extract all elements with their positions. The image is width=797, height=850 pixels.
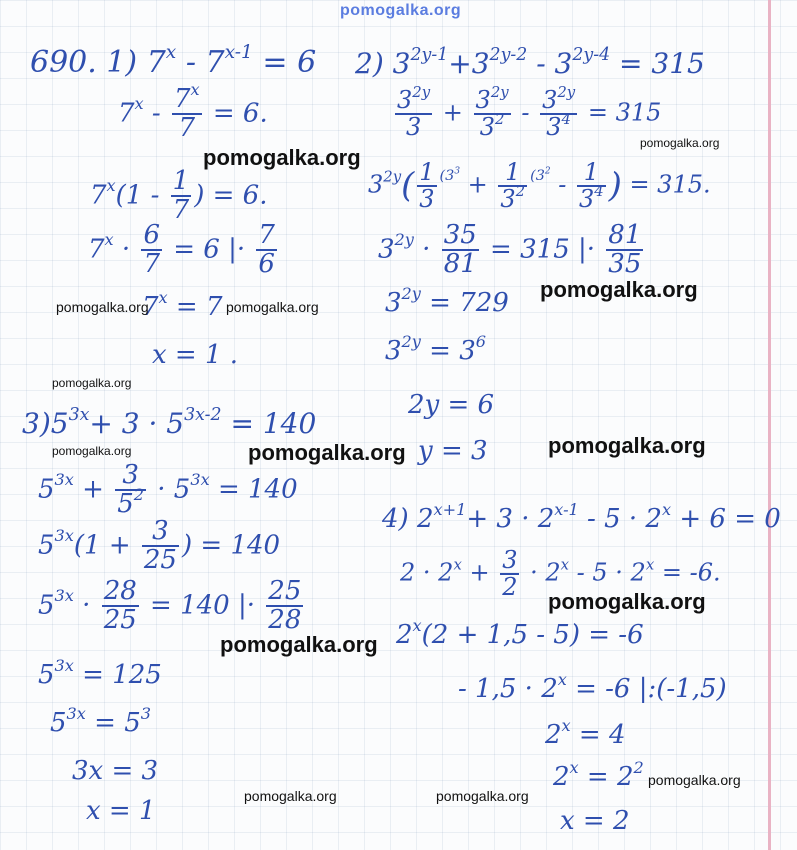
term: 3 xyxy=(385,336,402,366)
exponent: x xyxy=(104,230,114,250)
exponent: x xyxy=(453,555,462,574)
exponent: 3x xyxy=(190,470,210,490)
fraction xyxy=(442,222,479,279)
exponent: 2y-4 xyxy=(572,44,611,65)
fraction xyxy=(577,160,606,212)
term: + 3 · 2 xyxy=(466,504,555,534)
numerator: 3 xyxy=(115,462,146,491)
problem-1-label: 1) xyxy=(106,45,138,80)
numerator: 7 xyxy=(258,220,275,250)
exponent: 2 xyxy=(633,757,644,777)
term: 5 xyxy=(38,660,55,690)
numerator: 3 xyxy=(397,86,413,114)
watermark: pomogalka.org xyxy=(52,444,132,458)
term: + 6 = 0 xyxy=(671,504,781,534)
watermark: pomogalka.org xyxy=(244,788,337,804)
problem-2-line-2 xyxy=(392,82,662,142)
term: = 6. xyxy=(204,98,268,129)
problem-number: 690. xyxy=(30,45,97,80)
exponent: x xyxy=(561,715,571,735)
watermark: pomogalka.org xyxy=(548,589,706,614)
term: = 6 |· xyxy=(164,234,254,265)
exponent: x xyxy=(569,757,579,777)
exponent: 3x xyxy=(54,655,74,675)
term: 5 xyxy=(38,530,55,561)
numerator: 3 xyxy=(475,86,491,114)
denominator: 5 xyxy=(117,489,134,520)
term: (2 + 1,5 - 5) = -6 xyxy=(421,620,644,650)
denominator: 6 xyxy=(258,249,275,280)
term: = 315. xyxy=(621,170,711,199)
numerator: 3 xyxy=(502,546,518,574)
problem-3-line-8: x = 1 xyxy=(86,796,156,826)
fraction xyxy=(417,160,436,212)
term: (1 + xyxy=(73,530,139,561)
term: ( xyxy=(401,165,415,205)
multiplier-note xyxy=(440,168,460,184)
term: - 1,5 · 2 xyxy=(458,674,558,704)
exponent: 2y xyxy=(394,230,414,250)
term: 3 xyxy=(392,47,411,80)
denominator: 7 xyxy=(172,195,190,226)
problem-3-line-3 xyxy=(38,518,280,575)
exponent: 2 xyxy=(495,110,505,129)
problem-1-line-5 xyxy=(142,287,223,322)
term: ) = 140 xyxy=(181,530,281,561)
problem-4-line-7: x = 2 xyxy=(560,806,630,836)
term: + xyxy=(460,170,496,199)
problem-4-line-6 xyxy=(553,757,644,792)
problem-3-line-1 xyxy=(22,404,317,440)
problem-4-line-1 xyxy=(382,499,781,534)
exponent: 3x xyxy=(54,586,74,606)
problem-3-line-4 xyxy=(38,578,306,635)
watermark: pomogalka.org xyxy=(203,145,361,170)
term: 7 xyxy=(142,292,159,322)
term: - 7 xyxy=(176,45,225,80)
exponent: x xyxy=(134,94,144,114)
problem-2-line-8: y = 3 xyxy=(418,436,488,466)
problem-1-line-1 xyxy=(30,42,317,80)
term: 3 xyxy=(378,234,395,265)
exponent: x+1 xyxy=(433,499,467,519)
fraction xyxy=(172,79,202,144)
fraction xyxy=(498,160,527,212)
denominator: 3 xyxy=(578,185,595,214)
term: + xyxy=(435,98,471,127)
denominator: 25 xyxy=(143,545,177,576)
term: = 140 |· xyxy=(141,590,264,621)
numerator: 1 xyxy=(172,166,190,196)
fraction xyxy=(142,518,179,575)
exponent: 3x xyxy=(54,470,74,490)
term: = 729 xyxy=(420,288,509,318)
denominator: 3 xyxy=(405,113,422,142)
problem-1-line-4 xyxy=(88,222,280,279)
exponent: 2y xyxy=(490,82,509,101)
problem-2-line-3 xyxy=(368,160,711,212)
denominator: 7 xyxy=(178,113,196,144)
fraction xyxy=(115,462,146,519)
term: - 5 · 2 xyxy=(578,504,662,534)
problem-1-line-2 xyxy=(118,79,268,144)
term: 5 xyxy=(38,590,55,621)
problem-2-line-4 xyxy=(378,222,646,279)
term: +3 xyxy=(448,47,490,80)
denominator: 2 xyxy=(502,573,518,602)
exponent: 2 xyxy=(515,182,526,201)
exponent: 2y xyxy=(383,167,402,186)
term: 7 xyxy=(88,234,105,265)
watermark: pomogalka.org xyxy=(640,136,720,150)
term: - xyxy=(550,170,574,199)
watermark: pomogalka.org xyxy=(548,433,706,458)
term: = 7 xyxy=(167,292,223,322)
problem-4-label: 4) xyxy=(382,504,409,534)
term: = 315 xyxy=(610,47,705,80)
exponent: 4 xyxy=(561,110,572,129)
term: = 140 xyxy=(221,407,317,440)
problem-2-line-5 xyxy=(385,283,509,318)
denominator: 81 xyxy=(443,249,477,280)
watermark: pomogalka.org xyxy=(52,376,132,390)
fraction xyxy=(395,82,432,142)
exponent: x xyxy=(412,615,422,635)
exponent: x xyxy=(560,555,570,574)
term: = 140 xyxy=(209,474,298,505)
term: + 3 · 5 xyxy=(89,407,185,440)
denominator: 25 xyxy=(103,605,137,636)
exponent: x xyxy=(158,287,168,307)
watermark: pomogalka.org xyxy=(56,299,149,315)
denominator: 35 xyxy=(608,249,642,280)
exponent: 3 xyxy=(454,166,460,177)
watermark: pomogalka.org xyxy=(436,788,529,804)
fraction xyxy=(171,168,192,225)
problem-3-line-7: 3x = 3 xyxy=(72,756,159,786)
denominator: 3 xyxy=(546,113,562,142)
term: = 125 xyxy=(73,660,162,690)
numerator: 1 xyxy=(419,158,435,186)
problem-4-line-5 xyxy=(545,715,626,750)
numerator: 6 xyxy=(143,220,160,250)
problem-3-line-2 xyxy=(38,462,298,519)
exponent: 3x xyxy=(54,526,74,546)
numerator: 3 xyxy=(142,518,179,547)
term: 7 xyxy=(90,180,107,211)
term: + xyxy=(461,558,498,587)
term: 5 xyxy=(38,474,55,505)
exponent: x-1 xyxy=(224,42,253,64)
exponent: 6 xyxy=(475,331,487,351)
watermark: pomogalka.org xyxy=(248,440,406,465)
exponent: 2y-2 xyxy=(489,44,528,65)
fraction xyxy=(474,82,511,142)
exponent: 2y xyxy=(557,82,576,101)
numerator: 25 xyxy=(268,576,302,606)
term: 3 xyxy=(385,288,402,318)
numerator: 35 xyxy=(443,220,477,250)
exponent: 2y xyxy=(401,283,421,303)
multiplier-note xyxy=(530,168,550,184)
watermark: pomogalka.org xyxy=(540,277,698,302)
denominator: 3 xyxy=(419,185,435,214)
numerator: 81 xyxy=(608,220,642,250)
term: ) xyxy=(608,165,622,205)
exponent: x xyxy=(106,176,116,196)
exponent: 2y xyxy=(412,82,431,101)
exponent: x xyxy=(165,42,177,64)
term: = 315 xyxy=(580,98,662,127)
problem-4-line-3 xyxy=(396,615,644,650)
term: · xyxy=(113,234,139,265)
problem-1-line-6: x = 1 . xyxy=(152,340,239,370)
exponent: 2 xyxy=(133,485,145,505)
problem-2-line-1 xyxy=(355,44,705,80)
term: 7 xyxy=(118,98,135,129)
term: = -6 |:(-1,5) xyxy=(566,674,727,704)
term: = 5 xyxy=(85,708,141,738)
numerator: 1 xyxy=(577,160,606,187)
exponent: 2y xyxy=(401,331,421,351)
fraction xyxy=(606,222,643,279)
denominator: 3 xyxy=(500,185,516,214)
numerator: 28 xyxy=(103,576,137,606)
exponent: 3 xyxy=(140,703,151,723)
fraction xyxy=(256,222,277,279)
exponent: x xyxy=(661,499,672,519)
term: (1 - xyxy=(115,180,168,211)
term: - 3 xyxy=(527,47,573,80)
denominator: 3 xyxy=(479,113,496,142)
numerator: 3 xyxy=(542,86,558,114)
exponent: 3x xyxy=(68,404,90,425)
term: = 6 xyxy=(252,45,317,80)
term: 5 xyxy=(50,407,69,440)
fraction xyxy=(500,548,519,600)
term: 5 xyxy=(50,708,67,738)
term: = 2 xyxy=(578,762,634,792)
term: 3 xyxy=(368,170,384,199)
term: · xyxy=(413,234,439,265)
term: = -6. xyxy=(654,558,721,587)
term: 2 xyxy=(416,504,434,534)
term: · 2 xyxy=(522,558,561,587)
exponent: x xyxy=(557,669,567,689)
term: + xyxy=(73,474,113,505)
problem-2-label: 2) xyxy=(355,47,384,80)
watermark-top: pomogalka.org xyxy=(340,2,462,19)
exponent: x xyxy=(645,555,655,574)
exponent: 4 xyxy=(594,182,604,201)
term: = 315 |· xyxy=(481,234,604,265)
term: 7 xyxy=(146,45,166,80)
watermark: pomogalka.org xyxy=(226,299,319,315)
denominator: 28 xyxy=(268,605,302,636)
problem-2-line-7: 2y = 6 xyxy=(408,390,495,420)
exponent: x-1 xyxy=(554,499,579,519)
term: ) = 6. xyxy=(194,180,268,211)
exponent: 3x xyxy=(66,703,86,723)
term: 2 xyxy=(545,720,562,750)
exponent: 3x-2 xyxy=(184,404,222,425)
problem-3-line-6 xyxy=(50,703,151,738)
term: (3 xyxy=(439,167,455,184)
term: = 3 xyxy=(420,336,476,366)
denominator: 7 xyxy=(143,249,160,280)
term: · 5 xyxy=(149,474,191,505)
fraction xyxy=(102,578,139,635)
term: - 5 · 2 xyxy=(569,558,646,587)
numerator: 7 xyxy=(173,84,191,114)
term: = 4 xyxy=(570,720,626,750)
term: 2 xyxy=(553,762,570,792)
problem-3-label: 3) xyxy=(22,407,51,440)
watermark: pomogalka.org xyxy=(220,632,378,657)
term: 2 xyxy=(396,620,413,650)
numerator: 1 xyxy=(498,160,527,187)
fraction xyxy=(141,222,162,279)
page-margin-line xyxy=(768,0,771,850)
problem-4-line-4 xyxy=(458,669,727,704)
problem-3-line-5 xyxy=(38,655,162,690)
watermark: pomogalka.org xyxy=(648,772,741,788)
term: - xyxy=(513,98,538,127)
problem-2-line-6 xyxy=(385,331,487,366)
fraction xyxy=(266,578,303,635)
problem-1-line-3 xyxy=(90,168,267,225)
term: (3 xyxy=(530,167,545,184)
term: - xyxy=(143,98,169,129)
fraction xyxy=(540,82,577,142)
exponent: 2 xyxy=(544,166,551,177)
exponent: x xyxy=(190,79,200,99)
exponent: 2y-1 xyxy=(410,44,449,65)
term: · xyxy=(73,590,99,621)
term: 2 · 2 xyxy=(400,558,454,587)
